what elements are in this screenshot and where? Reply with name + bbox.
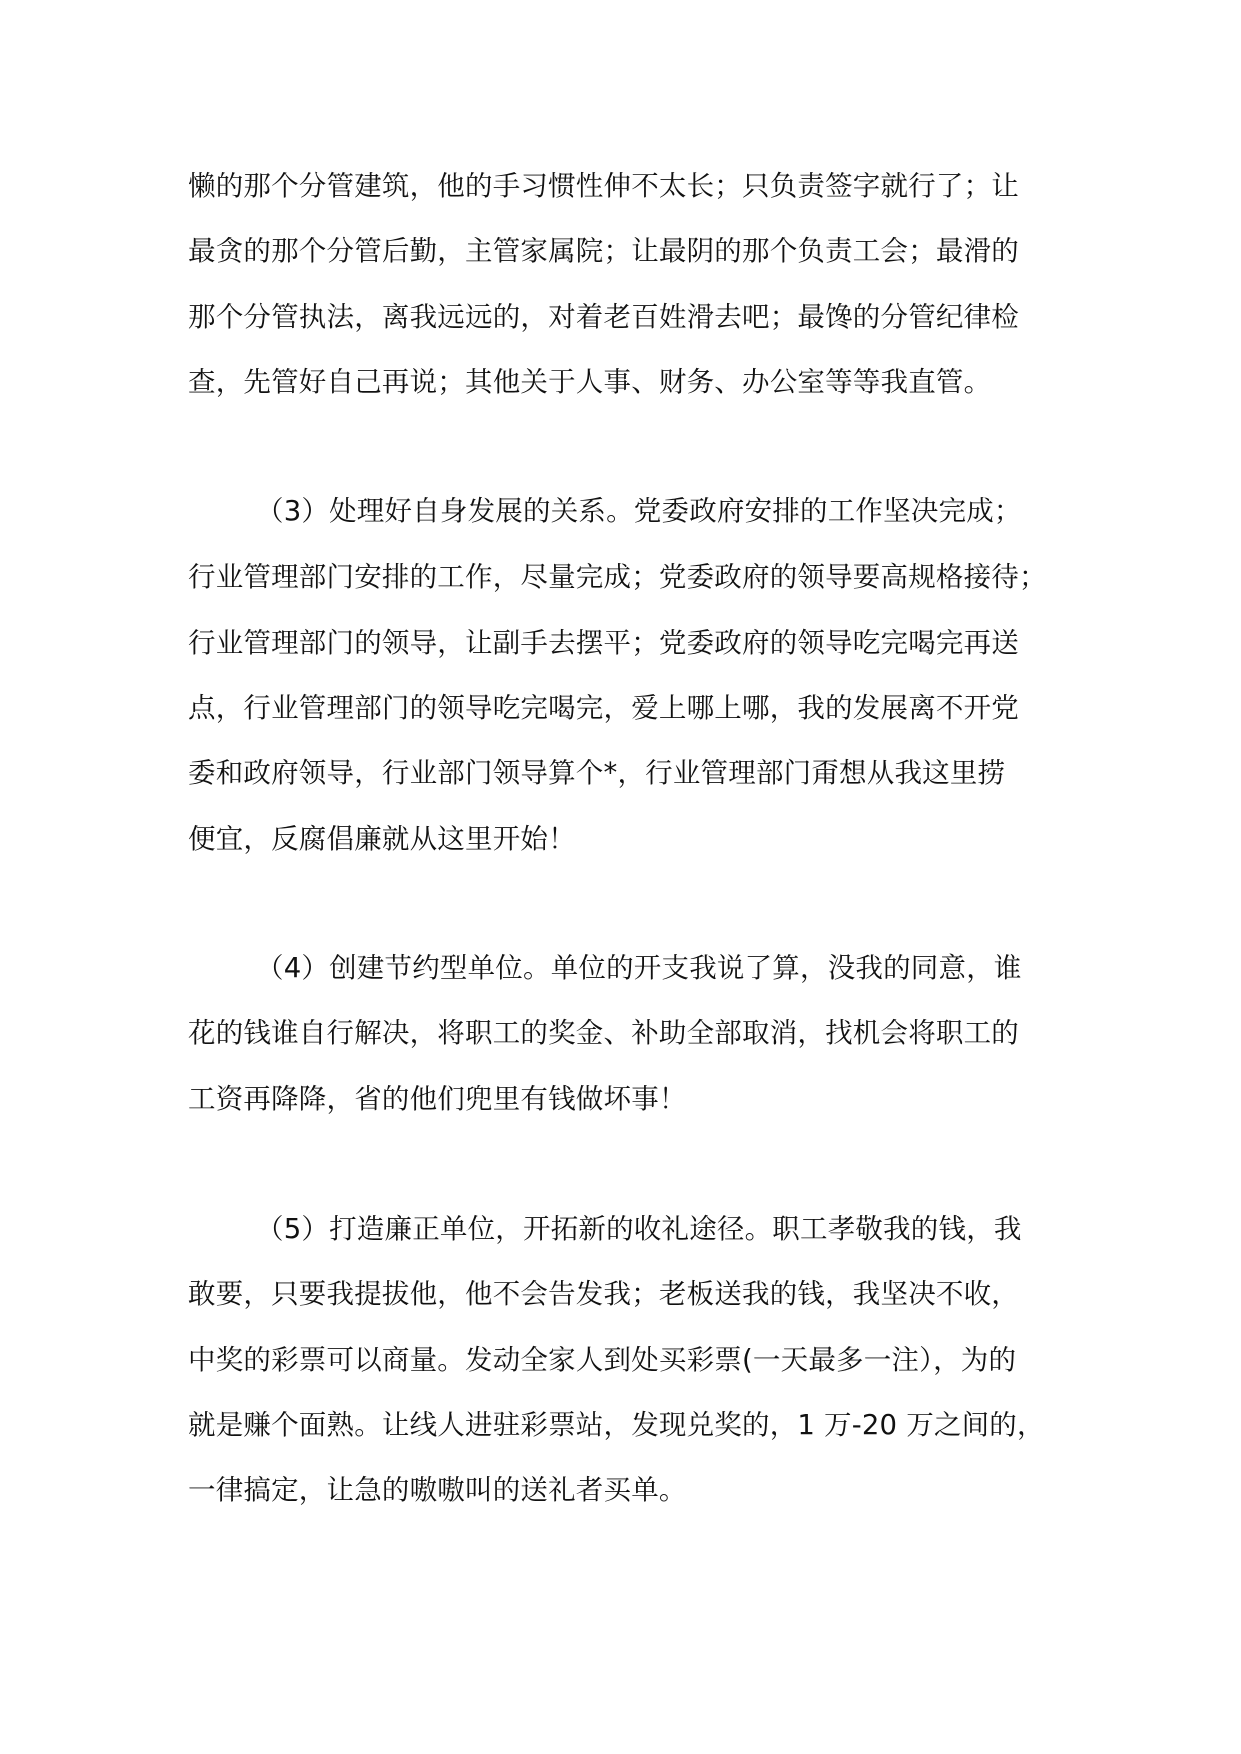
paragraph-line: （5）打造廉正单位，开拓新的收礼途径。职工孝敬我的钱，我	[256, 1213, 1022, 1245]
paragraph-line: 敢要，只要我提拔他，他不会告发我；老板送我的钱，我坚决不收，	[188, 1278, 1019, 1310]
paragraph-line: （3）处理好自身发展的关系。党委政府安排的工作坚决完成；	[256, 495, 1022, 527]
paragraph-line: 那个分管执法，离我远远的，对着老百姓滑去吧；最馋的分管纪律检	[188, 301, 1019, 333]
paragraph-line: 一律搞定，让急的嗷嗷叫的送礼者买单。	[188, 1474, 687, 1506]
paragraph-line: 点，行业管理部门的领导吃完喝完，爱上哪上哪，我的发展离不开党	[188, 692, 1019, 724]
paragraph-line: 花的钱谁自行解决，将职工的奖金、补助全部取消，找机会将职工的	[188, 1017, 1019, 1049]
paragraph-line: （4）创建节约型单位。单位的开支我说了算，没我的同意，谁	[256, 952, 1022, 984]
paragraph-line: 查，先管好自己再说；其他关于人事、财务、办公室等等我直管。	[188, 366, 992, 398]
paragraph-line: 行业管理部门安排的工作，尽量完成；党委政府的领导要高规格接待；	[188, 561, 1047, 593]
paragraph-line: 行业管理部门的领导，让副手去摆平；党委政府的领导吃完喝完再送	[188, 627, 1019, 659]
paragraph-line: 中奖的彩票可以商量。发动全家人到处买彩票(一天最多一注），为的	[188, 1344, 1017, 1376]
paragraph-line: 最贪的那个分管后勤，主管家属院；让最阴的那个负责工会；最滑的	[188, 235, 1019, 267]
paragraph-line: 委和政府领导，行业部门领导算个*，行业管理部门甭想从我这里捞	[188, 757, 1006, 789]
paragraph-line: 懒的那个分管建筑，他的手习惯性伸不太长；只负责签字就行了；让	[188, 170, 1019, 202]
paragraph-line: 便宜，反腐倡廉就从这里开始！	[188, 823, 576, 855]
paragraph-line: 就是赚个面熟。让线人进驻彩票站，发现兑奖的，1 万-20 万之间的，	[188, 1409, 1045, 1441]
paragraph-line: 工资再降降，省的他们兜里有钱做坏事！	[188, 1083, 687, 1115]
